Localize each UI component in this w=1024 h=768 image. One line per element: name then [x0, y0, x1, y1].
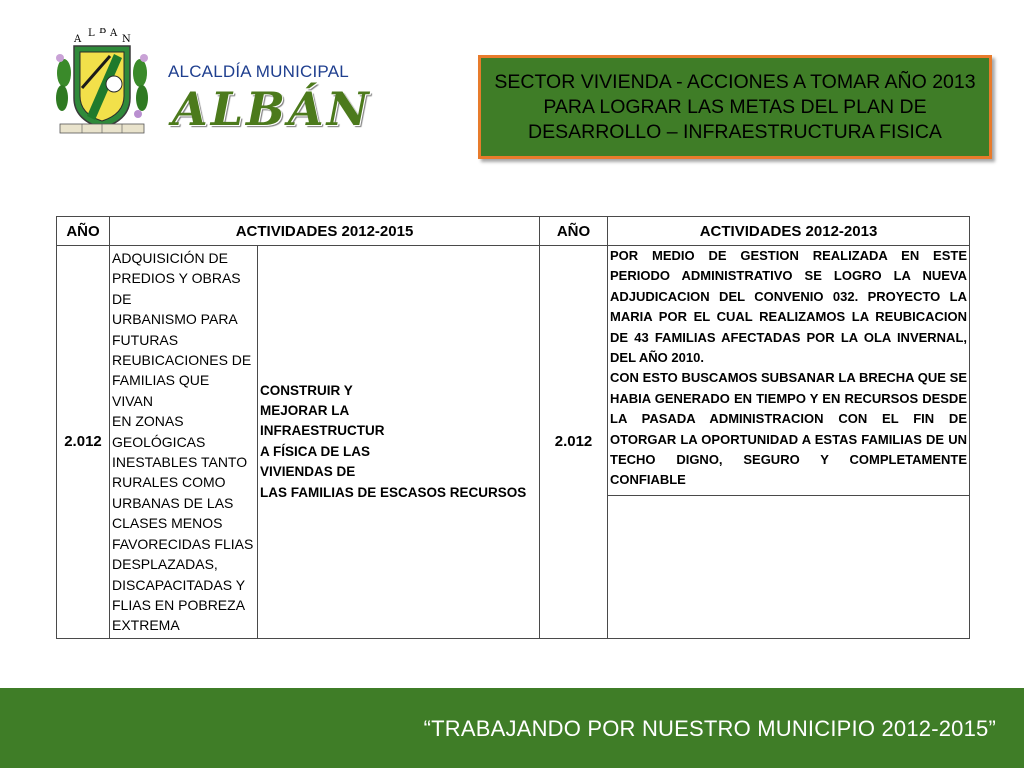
slide-title — [478, 55, 992, 159]
activity-line: VIVAN — [112, 392, 153, 409]
footer-bar — [0, 688, 1024, 768]
header-activities-2012-2013: ACTIVIDADES 2012-2013 — [608, 217, 970, 246]
goal-line: CONSTRUIR Y — [260, 382, 353, 398]
progress-paragraph: CON ESTO BUSCAMOS SUBSANAR LA BRECHA QUE SE HABIA GENERADO EN TIEMPO Y EN RECURSOS DESDE LA PASADA ADMINISTRACION CON EL FIN DE OTORGAR LA OPORTUNIDAD A ESTAS FAMILIAS DE UN TECHO DIGNO, SEGURO Y COMPLETAMENTE CONFIABLE — [610, 370, 967, 488]
activity-line: INESTABLES TANTO — [112, 454, 248, 471]
progress-paragraph: POR MEDIO DE GESTION REALIZADA EN ESTE PERIODO ADMINISTRATIVO SE LOGRO LA NUEVA ADJUDICACION DEL CONVENIO 032. PROYECTO LA MARIA POR EL CUAL REALIZAMOS LA REUBICACION DE 43 FAMILIAS AFECTADAS POR LA OLA INVERNAL, DEL AÑO 2010. — [610, 248, 967, 366]
goal-line: A FÍSICA DE LAS — [260, 443, 371, 459]
activity-line: ADQUISICIÓN DE — [112, 250, 228, 266]
logo-letter: A — [110, 28, 118, 39]
footer-slogan: “TRABAJANDO POR NUESTRO MUNICIPIO 2012-2015” — [423, 716, 996, 741]
activity-line: DE — [112, 290, 132, 307]
logo-letter: L — [88, 28, 95, 39]
empty-cell — [608, 495, 970, 638]
activity-line: RURALES COMO — [112, 474, 226, 491]
slide-title-text: SECTOR VIVIENDA - ACCIONES A TOMAR AÑO 2013 PARA LOGRAR LAS METAS DEL PLAN DE DESARROLLO – INFRAESTRUCTURA FISICA — [494, 70, 976, 143]
header-activities-2012-2015: ACTIVIDADES 2012-2015 — [110, 217, 540, 246]
goal-description — [258, 246, 540, 639]
activity-line: DESPLAZADAS, — [112, 556, 218, 573]
activity-line: CLASES MENOS — [112, 515, 223, 532]
goal-line: VIVIENDAS DE — [260, 464, 356, 480]
header-year: AÑO — [57, 217, 110, 246]
header-year-right: AÑO — [540, 217, 608, 246]
brand-name: ALBÁN — [172, 82, 372, 136]
logo-letter: A — [74, 34, 82, 45]
activity-description — [110, 246, 258, 639]
activity-line: FUTURAS — [112, 331, 179, 348]
municipality-label: ALCALDÍA MUNICIPAL — [168, 62, 349, 81]
activity-line: URBANISMO PARA — [112, 311, 238, 328]
goal-line: MEJORAR LA — [260, 403, 350, 419]
activity-line: EN ZONAS — [112, 413, 184, 430]
activity-line: FAVORECIDAS FLIAS — [112, 535, 254, 552]
activity-line: GEOLÓGICAS — [112, 433, 206, 450]
table-row — [57, 246, 970, 496]
activity-line: REUBICACIONES DE — [112, 352, 252, 369]
logo-letter: N — [122, 34, 131, 45]
coat-of-arms-icon — [52, 28, 152, 138]
activity-line: FAMILIAS QUE — [112, 372, 210, 389]
progress-description — [608, 246, 970, 496]
year-cell-right: 2.012 — [540, 246, 608, 639]
actions-table — [56, 216, 970, 639]
goal-line: LAS FAMILIAS DE ESCASOS RECURSOS — [260, 484, 527, 500]
activity-line: EXTREMA — [112, 617, 180, 634]
logo-letter: B — [99, 28, 107, 36]
year-cell-left: 2.012 — [57, 246, 110, 639]
table-header-row — [57, 217, 970, 246]
activity-line: URBANAS DE LAS — [112, 494, 234, 511]
municipal-coat-of-arms — [52, 28, 152, 138]
activity-line: PREDIOS Y OBRAS — [112, 270, 241, 287]
activity-line: DISCAPACITADAS Y — [112, 576, 246, 593]
goal-line: INFRAESTRUCTUR — [260, 423, 385, 439]
activity-line: FLIAS EN POBREZA — [112, 596, 246, 613]
